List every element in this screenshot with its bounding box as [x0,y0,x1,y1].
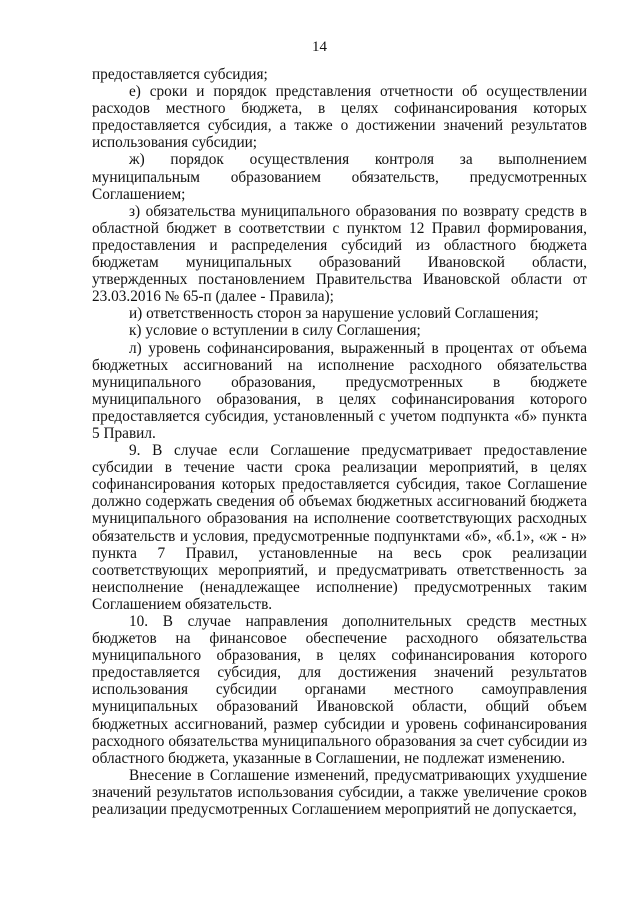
paragraph-item-z: з) обязательства муниципального образования по возврату средств в областной бюджет в соответствии с пунктом 12 Правил формирования, предоставления и распределения субсидий из областного бюджета бюджетам муниципальных образований Ивановской области, утвержденных постановлением Правительства Ивановской области от 23.03.2016 № 65-п (далее - Правила); [92,202,587,306]
paragraph-continuation: предоставляется субсидия; [92,66,268,83]
paragraph-item-zh: ж) порядок осуществления контроля за выполнением муниципальным образованием обязательств, предусмотренных Соглашением; [92,151,587,203]
paragraph-item-e: е) сроки и порядок представления отчетности об осуществлении расходов местного бюджета, в целях софинансирования которых предоставляется субсидия, а также о достижении значений результатов использования субсидии; [92,83,587,152]
paragraph-item-l: л) уровень софинансирования, выраженный в процентах от объема бюджетных ассигнований на исполнение расходного обязательства муниципального образования, предусмотренных в бюджете муниципального образования, в целях софинансирования которого предоставляется субсидия, установленный с учетом подпункта «б» пункта 5 Правил. [92,339,587,442]
paragraph-clause-10: 10. В случае направления дополнительных средств местных бюджетов на финансовое обеспечение расходного обязательства муниципального образования, в целях софинансирования которого предоставляется субсидия, для достижения значений результатов использования субсидии органами местного самоуправления муниципальных образований Ивановской области, общий объем бюджетных ассигнований, размер субсидии и уровень софинансирования расходного обязательства муниципального образования за счет субсидии из областного бюджета, указанные в Соглашении, не подлежат изменению. [92,613,587,767]
page-number: 14 [312,39,327,55]
paragraph-item-i: и) ответственность сторон за нарушение условий Соглашения; [129,305,539,323]
paragraph-amendments: Внесение в Соглашение изменений, предусматривающих ухудшение значений результатов использования субсидии, а также увеличение сроков реализации предусмотренных Соглашением мероприятий не допускается, [92,766,587,819]
paragraph-clause-9: 9. В случае если Соглашение предусматривает предоставление субсидии в течение части срока реализации мероприятий, в целях софинансирования которых предоставляется субсидия, такое Соглашение должно содержать сведения об объемах бюджетных ассигнований бюджета муниципального образования на исполнение соответствующих расходных обязательств и условия, предусмотренные подпунктами «б», «б.1», «ж - н» пункта 7 Правил, установленные на весь срок реализации соответствующих мероприятий, и предусматривать ответственность за неисполнение (ненадлежащее исполнение) предусмотренных таким Соглашением обязательств. [92,442,587,613]
paragraph-item-k: к) условие о вступлении в силу Соглашения; [129,322,421,340]
document-body [92,66,587,818]
